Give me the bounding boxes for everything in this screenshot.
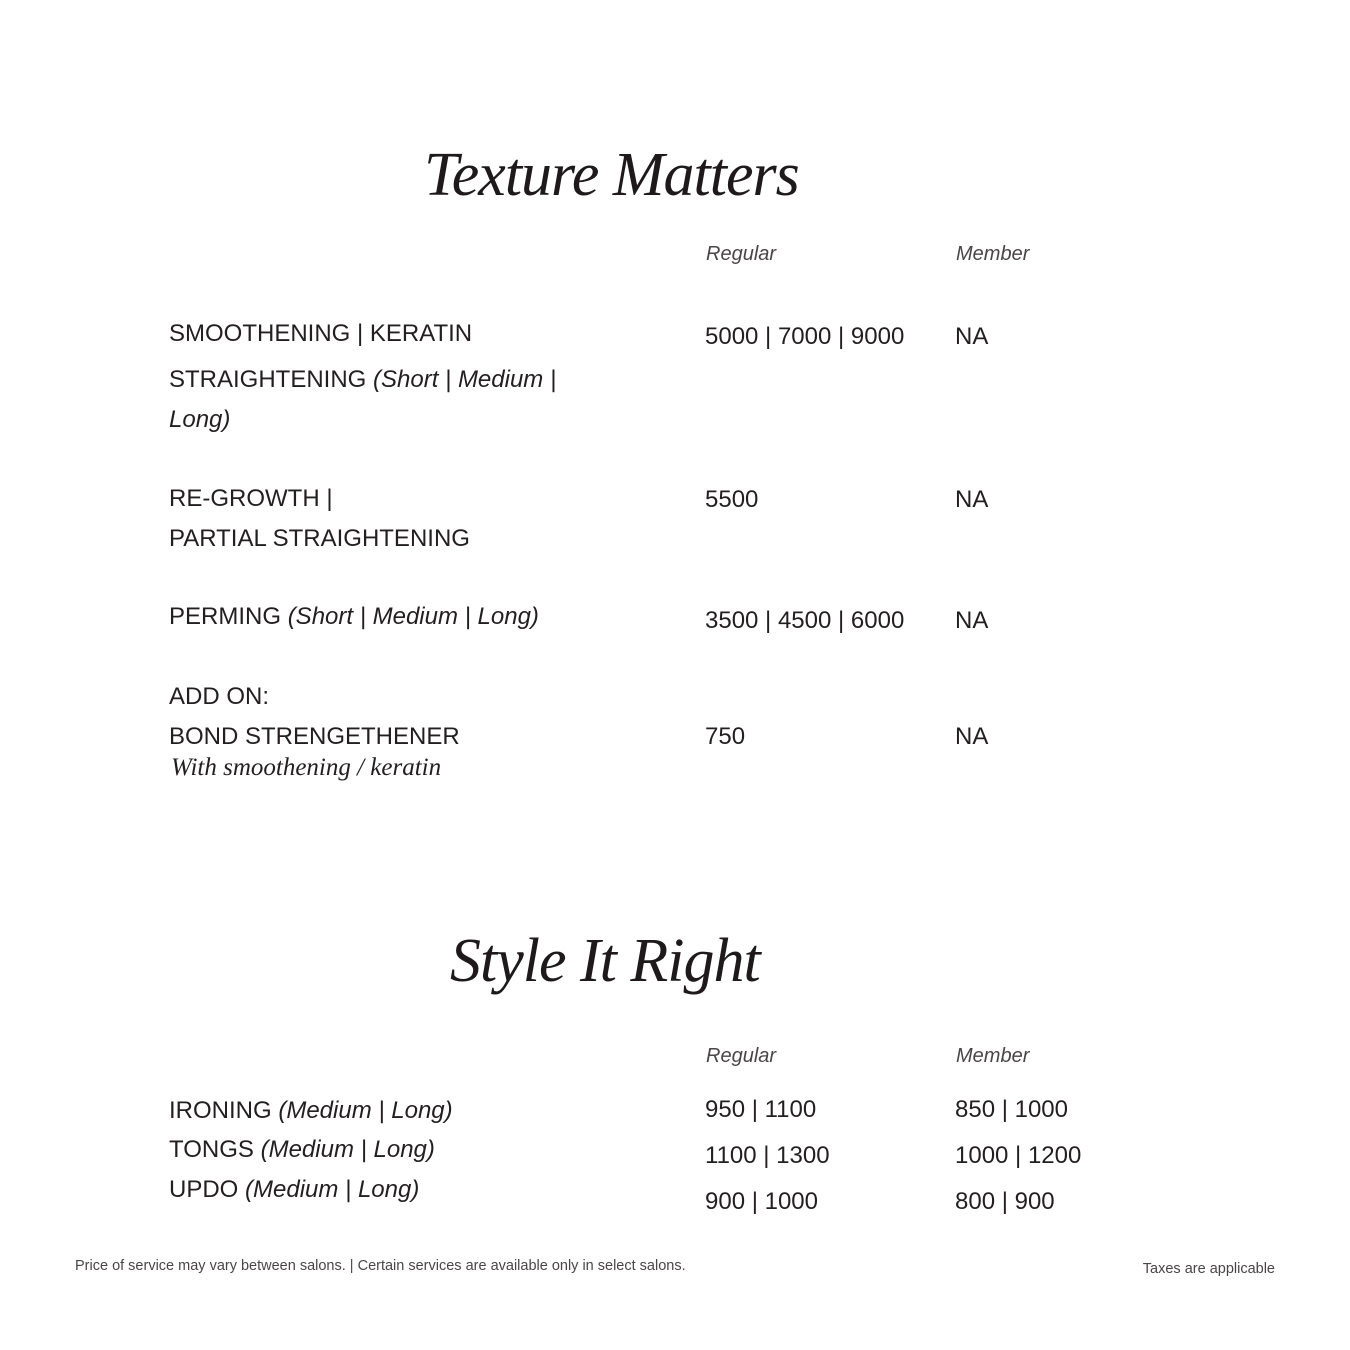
price-member: NA (955, 607, 989, 634)
price-regular: 5000 | 7000 | 9000 (705, 323, 905, 350)
price-regular: 750 (705, 723, 746, 750)
price-regular: 950 | 1100 (705, 1096, 817, 1123)
service-name: PERMING (169, 603, 282, 630)
price-member: 800 | 900 (955, 1188, 1055, 1215)
price-regular: 5500 (705, 486, 759, 513)
column-header-regular: Regular (706, 243, 777, 265)
service-options: (Medium | Long) (245, 1176, 420, 1203)
service-regrowth-straightening (169, 479, 470, 559)
service-name: TONGS (169, 1136, 254, 1163)
service-options: Long) (169, 406, 231, 433)
service-name: UPDO (169, 1176, 239, 1203)
service-name: STRAIGHTENING (169, 366, 367, 393)
service-smoothening-keratin (169, 314, 556, 440)
section-title-texture: Texture Matters (424, 141, 799, 209)
service-line: ADD ON: (169, 683, 270, 710)
section-title-style: Style It Right (450, 927, 760, 995)
price-regular: 1100 | 1300 (705, 1142, 830, 1169)
footer-disclaimer: Price of service may vary between salons. | Certain services are available only in select salons. (75, 1258, 686, 1274)
service-options: (Medium | Long) (260, 1136, 435, 1163)
service-line (169, 360, 556, 400)
price-member: NA (955, 323, 989, 350)
price-member: 1000 | 1200 (955, 1142, 1082, 1169)
service-bond-strengthener (169, 677, 460, 757)
service-line: BOND STRENGETHENER (169, 723, 460, 750)
service-line: PARTIAL STRAIGHTENING (169, 525, 470, 552)
price-regular: 900 | 1000 (705, 1188, 819, 1215)
price-member: NA (955, 486, 989, 513)
service-options: (Short | Medium | Long) (287, 603, 539, 630)
service-updo (169, 1170, 419, 1210)
service-tongs (169, 1130, 435, 1170)
price-regular: 3500 | 4500 | 6000 (705, 607, 905, 634)
column-header-member: Member (956, 243, 1030, 265)
service-ironing (169, 1091, 453, 1131)
column-header-member: Member (956, 1045, 1030, 1067)
service-options: (Short | Medium | (373, 366, 557, 393)
price-member: NA (955, 723, 989, 750)
service-line: RE-GROWTH | (169, 485, 333, 512)
price-member: 850 | 1000 (955, 1096, 1069, 1123)
footer-taxes: Taxes are applicable (1142, 1261, 1275, 1277)
service-name: IRONING (169, 1097, 272, 1124)
service-line: SMOOTHENING | KERATIN (169, 320, 473, 347)
column-header-regular: Regular (706, 1045, 777, 1067)
service-perming (169, 597, 539, 637)
service-options: (Medium | Long) (278, 1097, 453, 1124)
service-note: With smoothening / keratin (171, 754, 442, 781)
